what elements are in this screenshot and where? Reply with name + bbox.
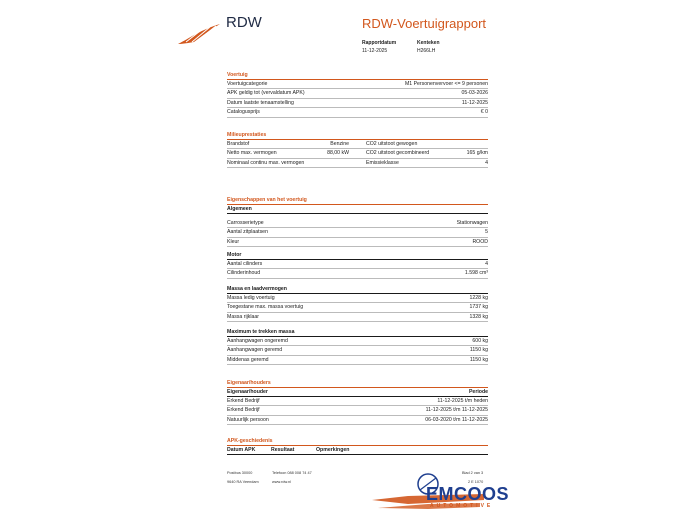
section-title: APK-geschiedenis: [227, 438, 488, 446]
row-label: CO2 uitstoot gecombineerd: [366, 150, 430, 157]
plate-value: H266LH: [417, 48, 436, 54]
row-value: Benzine: [330, 141, 349, 147]
report-date-label: Rapportdatum: [362, 40, 397, 46]
footer-address2: 9640 RA Veendam: [227, 480, 259, 484]
footer-code: 2 E 1070: [468, 480, 484, 484]
row-value: € 0: [480, 109, 488, 116]
row-label: Aanhangwagen geremd: [227, 347, 283, 354]
table-row: [227, 269, 488, 278]
table-row: [227, 140, 488, 149]
row-label: Netto max. vermogen: [227, 150, 277, 157]
table-row: [227, 356, 488, 365]
row-label: Erkend Bedrijf: [227, 398, 260, 404]
section-title: Eigenaar/houders: [227, 380, 488, 388]
table-row: [227, 99, 488, 108]
rdw-logo: [176, 22, 222, 46]
report-title: RDW-Voertuigrapport: [362, 16, 487, 31]
row-label: Massa rijklaar: [227, 313, 259, 320]
row-label: CO2 uitstoot gewogen: [366, 141, 418, 147]
row-label: Cilinderinhoud: [227, 270, 261, 277]
column-header: Eigenaar/houder: [227, 389, 268, 395]
section-eigenschappen: [227, 197, 488, 247]
row-value: 88,00 kW: [327, 150, 349, 157]
report-date: 11-12-2025: [362, 48, 388, 54]
row-label: Datum laatste tenaamstelling: [227, 99, 294, 106]
row-label: Massa ledig voertuig: [227, 295, 275, 301]
column-header: Periode: [468, 389, 488, 395]
table-row: [227, 219, 488, 228]
column-header: Resultaat: [271, 447, 295, 453]
row-value: 05-03-2026: [461, 90, 488, 97]
table-row: [227, 397, 488, 406]
row-label: Nominaal continu max. vermogen: [227, 159, 305, 166]
row-value: 4: [485, 159, 488, 166]
subsection-title: Motor: [227, 252, 488, 260]
row-label: Natuurlijk persoon: [227, 416, 269, 423]
row-value: 06-03-2020 t/m 11-12-2025: [425, 416, 488, 423]
brand-name: RDW: [226, 14, 262, 31]
footer-page: Blad 2 van 3: [462, 471, 484, 475]
row-label: Kleur: [227, 238, 240, 245]
table-row: [227, 228, 488, 237]
table-row: [227, 337, 488, 346]
row-value: 1328 kg: [469, 313, 488, 320]
row-label: Aantal cilinders: [227, 261, 263, 267]
table-row: [227, 406, 488, 415]
row-value: 165 g/km: [466, 150, 488, 157]
table-row: [227, 159, 488, 168]
watermark-subtext: AUTOMOTIVE: [430, 503, 494, 509]
table-row: [227, 294, 488, 303]
row-label: Voertuigcategorie: [227, 81, 268, 87]
subsection-title: Maximum te trekken massa: [227, 329, 488, 337]
table-row: [227, 313, 488, 322]
table-header: [227, 388, 488, 397]
row-value: 1228 kg: [469, 295, 488, 301]
footer-phone: Telefoon 088 008 74 47: [272, 471, 312, 475]
row-value: 11-12-2025 t/m heden: [437, 398, 488, 404]
section-apk: [227, 438, 488, 455]
row-value: 1.598 cm³: [464, 270, 488, 277]
row-value: 600 kg: [472, 338, 488, 344]
table-row: [227, 89, 488, 98]
table-row: [227, 303, 488, 312]
row-value: M1 Personenvervoer <= 9 personen: [404, 81, 488, 87]
section-motor: [227, 252, 488, 279]
column-header: Opmerkingen: [316, 447, 350, 453]
table-row: [227, 416, 488, 425]
row-label: Brandstof: [227, 141, 250, 147]
row-label: Middenas geremd: [227, 356, 269, 363]
row-label: Erkend Bedrijf: [227, 407, 260, 414]
row-value: 11-12-2025 t/m 11-12-2025: [425, 407, 488, 414]
watermark-text: EMCOOS: [426, 484, 510, 504]
table-row: [227, 346, 488, 355]
section-eigenaar: [227, 380, 488, 425]
section-milieu: [227, 132, 488, 168]
subsection-title: Massa en laadvermogen: [227, 286, 488, 294]
row-value: Stationwagen: [456, 220, 488, 226]
section-voertuig: [227, 72, 488, 118]
row-label: Carrosserietype: [227, 220, 264, 226]
table-row: [227, 238, 488, 247]
footer-address1: Postbus 30000: [227, 471, 253, 475]
row-value: 11-12-2025: [461, 99, 488, 106]
row-label: Aantal zitplaatsen: [227, 229, 268, 236]
section-title: Eigenschappen van het voertuig: [227, 197, 488, 205]
row-label: Emissieklasse: [366, 159, 399, 166]
section-massa: [227, 286, 488, 322]
row-value: ROOD: [472, 238, 488, 245]
table-row: [227, 108, 488, 117]
column-header: Datum APK: [227, 447, 256, 453]
row-label: Aanhangwagen ongeremd: [227, 338, 288, 344]
row-value: 1737 kg: [469, 304, 488, 311]
plate-label: Kenteken: [417, 40, 440, 46]
row-value: 1150 kg: [469, 356, 488, 363]
row-label: Toegestane max. massa voertuig: [227, 304, 304, 311]
table-row: [227, 149, 488, 158]
row-label: APK geldig tot (vervaldatum APK): [227, 90, 305, 97]
row-value: 4: [485, 261, 488, 267]
table-row: [227, 260, 488, 269]
section-trekken: [227, 329, 488, 365]
row-label: Catalogusprijs: [227, 109, 260, 116]
section-title: Voertuig: [227, 72, 488, 80]
row-value: 1150 kg: [469, 347, 488, 354]
section-title: Milieuprestaties: [227, 132, 488, 140]
row-value: 5: [485, 229, 488, 236]
table-row: [227, 80, 488, 89]
subsection-title: Algemeen: [227, 206, 488, 214]
footer-web: www.rdw.nl: [272, 480, 291, 484]
table-header: [227, 446, 488, 455]
